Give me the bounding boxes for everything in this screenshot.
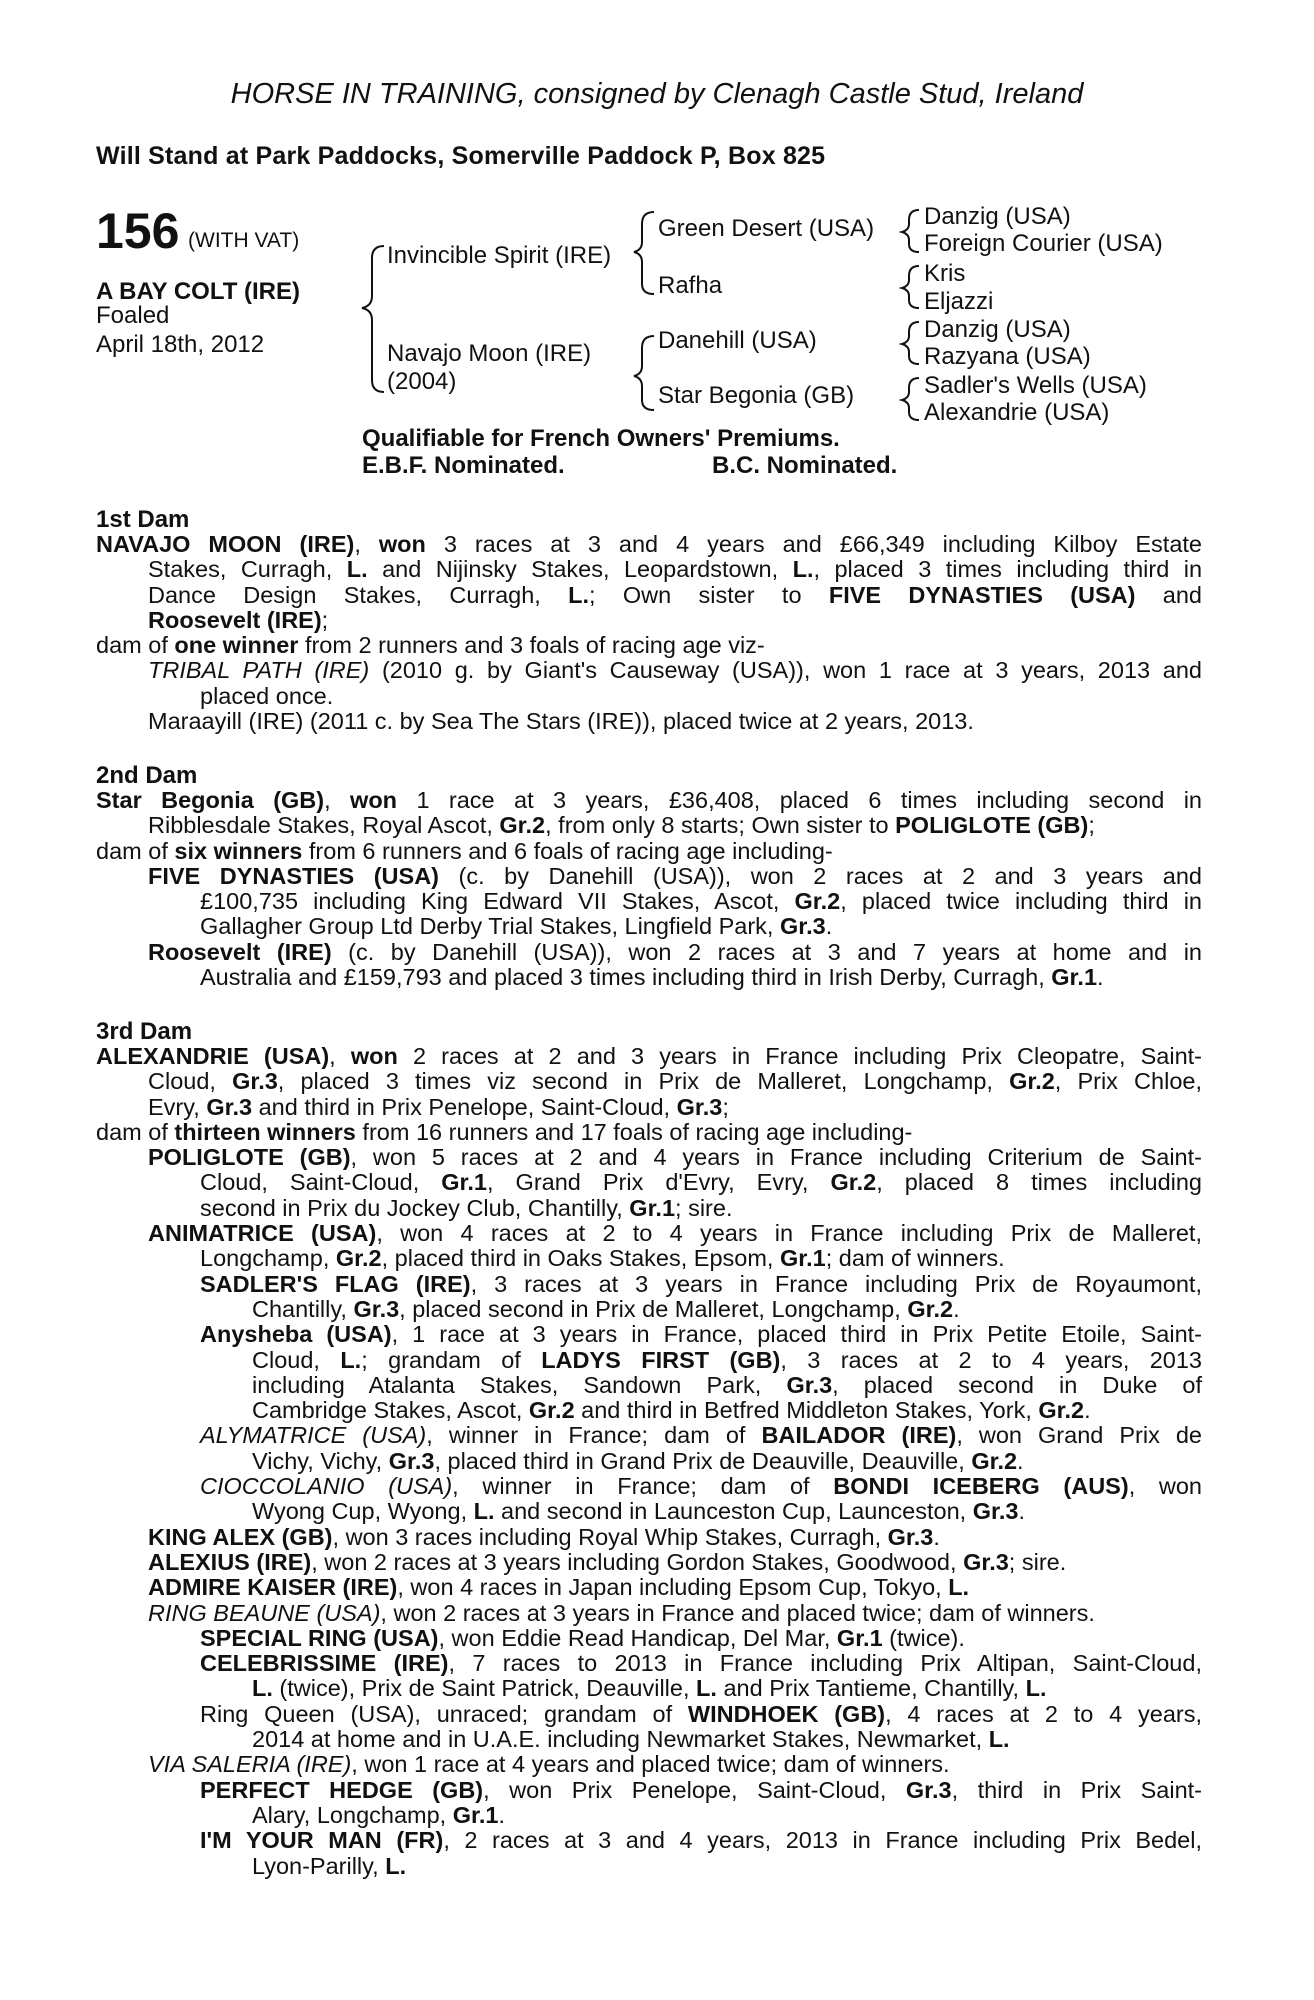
ebf-note: E.B.F. Nominated. bbox=[362, 452, 565, 479]
french-premiums-note: Qualifiable for French Owners' Premiums. bbox=[362, 425, 840, 452]
dd-sire: Sadler's Wells (USA) bbox=[924, 372, 1147, 399]
dd-dam: Alexandrie (USA) bbox=[924, 399, 1110, 426]
ds-sire: Danzig (USA) bbox=[924, 316, 1071, 343]
ss-dam: Foreign Courier (USA) bbox=[924, 230, 1163, 257]
horse-name: A BAY COLT (IRE) bbox=[96, 278, 301, 305]
page-title: HORSE IN TRAINING, consigned by Clenagh Castle Stud, Ireland bbox=[230, 78, 1084, 110]
ds-dam: Razyana (USA) bbox=[924, 343, 1091, 370]
section-2nd-dam: 2nd Dam bbox=[96, 762, 198, 789]
foaled-label: Foaled bbox=[96, 302, 170, 329]
vat-note: (WITH VAT) bbox=[188, 229, 300, 252]
dam3-text: ALEXANDRIE (USA), won 2 races at 2 and 3 years in France including Prix Cleopatre, Saint- Cloud, Gr.3, placed 3 times viz second in Prix de Malleret, Longchamp, Gr.2, Prix Chloe, Evry, Gr.3 and third in Prix Penelope, Saint-Cloud, Gr.3; dam of thirteen winners from 16 runners and 17 foals of racing age including- POLIGLOTE (GB), won 5 races at 2 and 4 years in France including Criterium de Saint- Cloud, Saint-Cloud, Gr.1, Grand Prix d'Evry, Evry, Gr.2, placed 8 times including second in Prix du Jockey Club, Chantilly, Gr.1; sire. ANIMATRICE (USA), won 4 races at 2 to 4 years in France including Prix de Malleret, Longchamp, Gr.2, placed third in Oaks Stakes, Epsom, Gr.1; dam of winners. SADLER'S FLAG (IRE), 3 races at 3 years in France including Prix de Royaumont, Chantilly, Gr.3, placed second in Prix de Malleret, Longchamp, Gr.2. Anysheba (USA), 1 race at 3 years in France, placed third in Prix Petite Etoile, Saint- Cloud, L.; grandam of LADYS FIRST (GB), 3 races at 2 to 4 years, 2013 including Atalanta Stakes, Sandown Park, Gr.3, placed second in Duke of Cambridge Stakes, Ascot, Gr.2 and third in Betfred Middleton Stakes, York, Gr.2. ALYMATRICE (USA), winner in France; dam of BAILADOR (IRE), won Grand Prix de Vichy, Vichy, Gr.3, placed third in Grand Prix de Deauville, Deauville, Gr.2. CIOCCOLANIO (USA), winner in France; dam of BONDI ICEBERG (AUS), won Wyong Cup, Wyong, L. and second in Launceston Cup, Launceston, Gr.3. KING ALEX (GB), won 3 races including Royal Whip Stakes, Curragh, Gr.3. ALEXIUS (IRE), won 2 races at 3 years including Gordon Stakes, Goodwood, Gr.3; sire. ADMIRE KAISER (IRE), won 4 races in Japan including Epsom Cup, Tokyo, L. RING BEAUNE (USA), won 2 races at 3 years in France and placed twice; dam of winners. SPECIAL RING (USA), won Eddie Read Handicap, Del Mar, Gr.1 (twice). CELEBRISSIME (IRE), 7 races to 2013 in France including Prix Altipan, Saint-Cloud, L. (twice), Prix de Saint Patrick, Deauville, L. and Prix Tantieme, Chantilly, L. Ring Queen (USA), unraced; grandam of WINDHOEK (GB), 4 races at 2 to 4 years, 2014 at home and in U.A.E. including Newmarket Stakes, Newmarket, L. VIA SALERIA (IRE), won 1 race at 4 years and placed twice; dam of winners. PERFECT HEDGE (GB), won Prix Penelope, Saint-Cloud, Gr.3, third in Prix Saint- Alary, Longchamp, Gr.1. I'M YOUR MAN (FR), 2 races at 3 and 4 years, 2013 in France including Prix Bedel, Lyon-Parilly, L. bbox=[96, 1043, 1203, 1879]
sire: Invincible Spirit (IRE) bbox=[387, 242, 612, 269]
dam: Navajo Moon (IRE) bbox=[387, 340, 592, 367]
ss-sire: Danzig (USA) bbox=[924, 203, 1071, 230]
sire-sire: Green Desert (USA) bbox=[658, 215, 875, 242]
section-3rd-dam: 3rd Dam bbox=[96, 1018, 193, 1045]
stand-location: Will Stand at Park Paddocks, Somerville Paddock P, Box 825 bbox=[96, 142, 826, 170]
section-1st-dam: 1st Dam bbox=[96, 506, 190, 533]
dam-year: (2004) bbox=[387, 368, 457, 395]
dam-sire: Danehill (USA) bbox=[658, 327, 817, 354]
sd-dam: Eljazzi bbox=[924, 288, 994, 315]
foaled-date: April 18th, 2012 bbox=[96, 331, 265, 358]
sire-dam: Rafha bbox=[658, 272, 723, 299]
dam-dam: Star Begonia (GB) bbox=[658, 382, 855, 409]
bc-note: B.C. Nominated. bbox=[712, 452, 898, 479]
sd-sire: Kris bbox=[924, 260, 966, 287]
lot-number: 156 bbox=[96, 203, 180, 259]
dam1-text: NAVAJO MOON (IRE), won 3 races at 3 and 4 years and £66,349 including Kilboy Estate Stakes, Curragh, L. and Nijinsky Stakes, Leopardstown, L., placed 3 times including third in Dance Design Stakes, Curragh, L.; Own sister to FIVE DYNASTIES (USA) and Roosevelt (IRE); dam of one winner from 2 runners and 3 foals of racing age viz- TRIBAL PATH (IRE) (2010 g. by Giant's Causeway (USA)), won 1 race at 3 years, 2013 and placed once. Maraayill (IRE) (2011 c. by Sea The Stars (IRE)), placed twice at 2 years, 2013. bbox=[96, 531, 1203, 735]
dam2-text: Star Begonia (GB), won 1 race at 3 years, £36,408, placed 6 times including second in Ribblesdale Stakes, Royal Ascot, Gr.2, from only 8 starts; Own sister to POLIGLOTE (GB); dam of six winners from 6 runners and 6 foals of racing age including- FIVE DYNASTIES (USA) (c. by Danehill (USA)), won 2 races at 2 and 3 years and £100,735 including King Edward VII Stakes, Ascot, Gr.2, placed twice including third in Gallagher Group Ltd Derby Trial Stakes, Lingfield Park, Gr.3. Roosevelt (IRE) (c. by Danehill (USA)), won 2 races at 3 and 7 years at home and in Australia and £159,793 and placed 3 times including third in Irish Derby, Curragh, Gr.1. bbox=[96, 787, 1202, 991]
